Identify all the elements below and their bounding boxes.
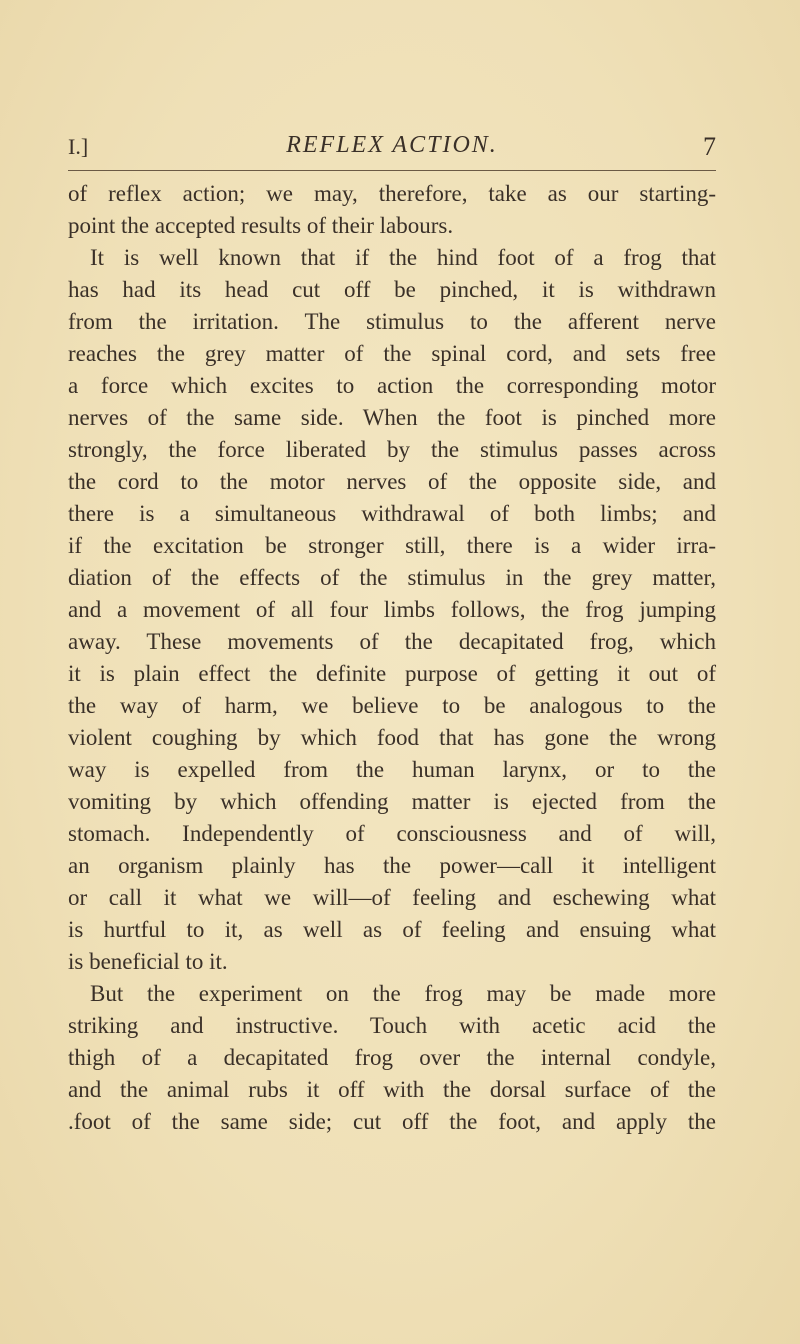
text-line: it is plain effect the definite purpose of getting it out of bbox=[68, 661, 716, 686]
chapter-numeral: I.] bbox=[68, 134, 89, 159]
text-line: the way of harm, we believe to be analogous to the bbox=[68, 693, 716, 718]
text-line: a force which excites to action the corresponding motor bbox=[68, 373, 716, 398]
text-line: and the animal rubs it off with the dorsal surface of the bbox=[68, 1077, 716, 1102]
header-rule bbox=[68, 170, 716, 171]
text-line: stomach. Independently of consciousness and of will, bbox=[68, 821, 716, 846]
text-line: nerves of the same side. When the foot is pinched more bbox=[68, 405, 716, 430]
text-line: It is well known that if the hind foot of a frog that bbox=[90, 245, 716, 270]
text-line: striking and instructive. Touch with acetic acid the bbox=[68, 1013, 716, 1038]
running-title: REFLEX ACTION. bbox=[286, 132, 498, 158]
text-line: .foot of the same side; cut off the foot, and apply the bbox=[68, 1109, 716, 1134]
text-line: from the irritation. The stimulus to the afferent nerve bbox=[68, 309, 716, 334]
text-line: strongly, the force liberated by the stimulus passes across bbox=[68, 437, 716, 462]
text-line: away. These movements of the decapitated frog, which bbox=[68, 629, 716, 654]
text-line: there is a simultaneous withdrawal of both limbs; and bbox=[68, 501, 716, 526]
text-line: vomiting by which offending matter is ejected from the bbox=[68, 789, 716, 814]
text-line: thigh of a decapitated frog over the internal condyle, bbox=[68, 1045, 716, 1070]
page-number: 7 bbox=[703, 132, 716, 161]
text-line: an organism plainly has the power—call it intelligent bbox=[68, 853, 716, 878]
text-line: and a movement of all four limbs follows, the frog jumping bbox=[68, 597, 716, 622]
text-line: the cord to the motor nerves of the opposite side, and bbox=[68, 469, 716, 494]
page-header bbox=[68, 130, 716, 170]
text-line: is beneficial to it. bbox=[68, 949, 228, 974]
text-line: diation of the effects of the stimulus in the grey matter, bbox=[68, 565, 716, 590]
text-line: is hurtful to it, as well as of feeling and ensuing what bbox=[68, 917, 716, 942]
text-line: has had its head cut off be pinched, it is withdrawn bbox=[68, 277, 716, 302]
body-text bbox=[68, 178, 716, 1138]
text-line: point the accepted results of their labours. bbox=[68, 213, 454, 238]
text-line: or call it what we will—of feeling and eschewing what bbox=[68, 885, 716, 910]
text-line: if the excitation be stronger still, there is a wider irra- bbox=[68, 533, 716, 558]
text-line: violent coughing by which food that has gone the wrong bbox=[68, 725, 716, 750]
text-line: But the experiment on the frog may be made more bbox=[90, 981, 716, 1006]
text-line: reaches the grey matter of the spinal cord, and sets free bbox=[68, 341, 716, 366]
text-line: of reflex action; we may, therefore, take as our starting- bbox=[68, 181, 716, 206]
text-line: way is expelled from the human larynx, or to the bbox=[68, 757, 716, 782]
